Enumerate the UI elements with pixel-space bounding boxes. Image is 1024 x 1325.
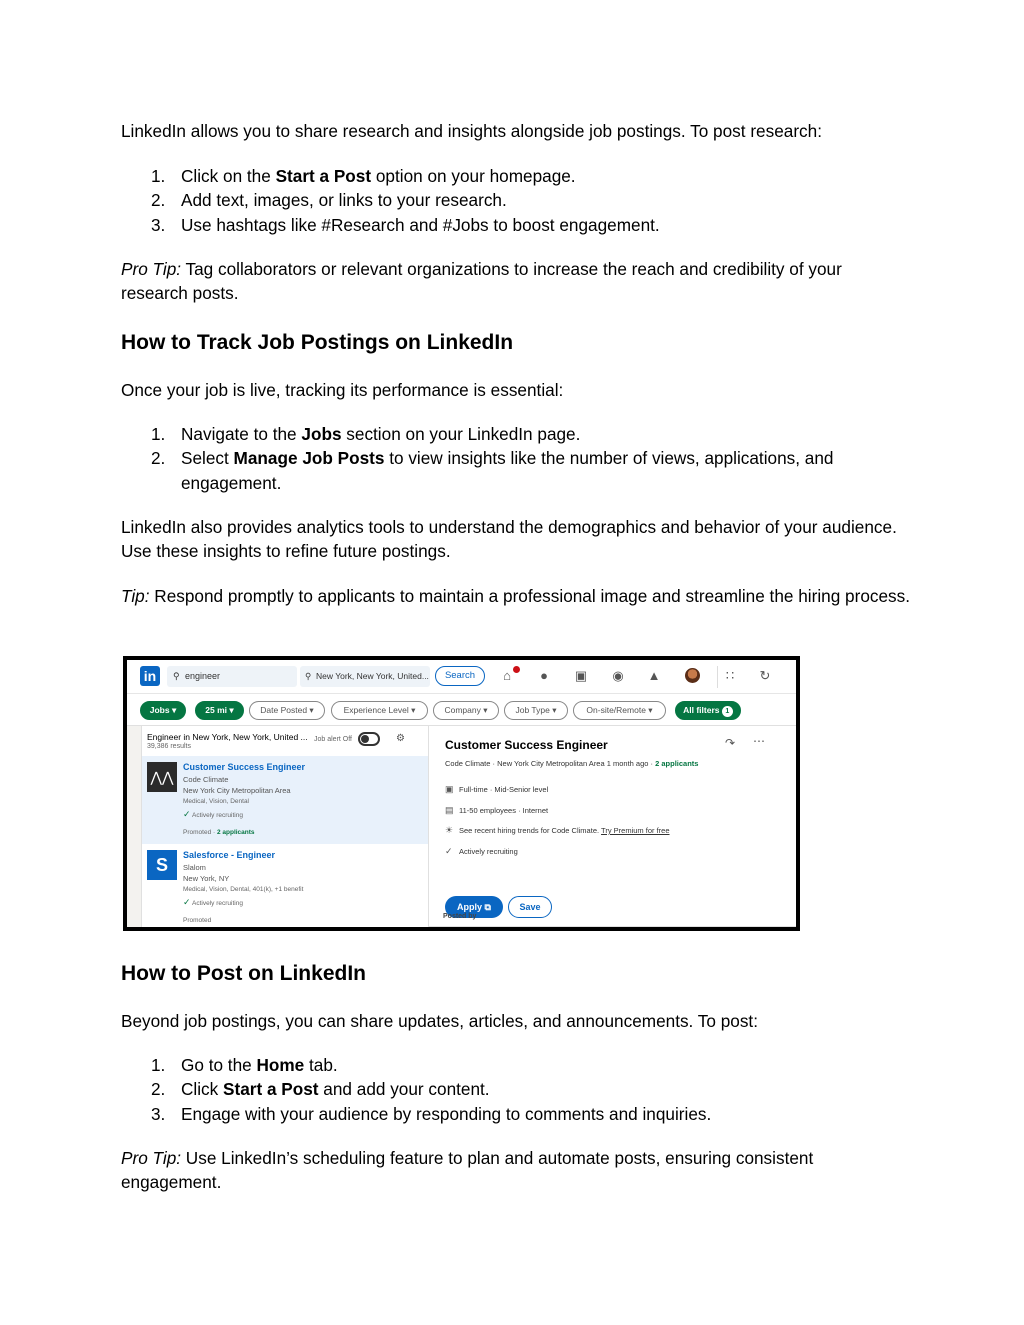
notification-badge (513, 666, 520, 673)
list-bold: Start a Post (275, 166, 372, 186)
list-bold: Jobs (301, 424, 342, 444)
list-number: 3. (151, 1103, 166, 1124)
list-text: to view insights like the number of views, applications, and engagement. (181, 448, 834, 493)
list-bold: Start a Post (223, 1079, 319, 1100)
search-icon: ⚲ (173, 671, 180, 681)
list-text: Select (181, 448, 234, 469)
job-results-pane (141, 726, 429, 931)
job-promoted: Promoted (183, 917, 212, 924)
job-alert-label: Job alert Off (314, 736, 353, 743)
list-number: 1. (151, 424, 166, 444)
filter-distance[interactable]: 25 mi ▾ (195, 701, 244, 720)
detail-divider (429, 926, 796, 927)
list-text: Add text, images, or links to your research. (181, 190, 507, 211)
job-title[interactable]: Customer Success Engineer (183, 762, 306, 772)
detail-hiring-trends: ☀ See recent hiring trends for Code Climate. Try Premium for free (445, 825, 670, 835)
building-icon: ▤ (445, 805, 454, 815)
recruiting-icon: ✓ (445, 846, 453, 856)
list-text: option on your homepage. (371, 166, 576, 186)
list-item (121, 188, 911, 212)
share-icon[interactable]: ↷ (725, 736, 736, 750)
list-text: section on your LinkedIn page. (341, 424, 581, 444)
page-gutter (796, 726, 800, 931)
linkedin-logo[interactable]: in (140, 666, 160, 686)
search-button[interactable]: Search (435, 666, 485, 686)
code-climate-logo: ⋀⋀ (147, 762, 177, 792)
list-text: Click (181, 1079, 224, 1100)
job-card[interactable] (142, 844, 428, 931)
premium-icon[interactable]: ↻ (759, 668, 771, 683)
list-item (121, 422, 911, 446)
list-text: and add your content. (318, 1079, 490, 1100)
filter-date-posted[interactable]: Date Posted ▾ (249, 701, 325, 720)
list-item (121, 446, 911, 495)
linkedin-jobs-screenshot (123, 656, 800, 931)
filter-company[interactable]: Company ▾ (433, 701, 499, 720)
list-number: 2. (151, 190, 166, 211)
section-heading-track: How to Track Job Postings on LinkedIn (121, 331, 514, 354)
filter-count-badge: 1 (722, 706, 733, 717)
search-value: engineer (185, 671, 221, 681)
pro-tip-paragraph (121, 1146, 911, 1195)
detail-meta: Code Climate · New York City Metropolitan Area 1 month ago · 2 applicants (445, 759, 699, 768)
location-input[interactable] (300, 666, 430, 687)
recruiting-icon: ✓ (183, 897, 191, 907)
detail-status: ✓ Actively recruiting (445, 846, 518, 856)
list-number: 2. (151, 448, 166, 469)
list-text: Navigate to the (181, 424, 302, 444)
nav-divider (717, 666, 718, 688)
lightbulb-icon: ☀ (445, 825, 454, 835)
network-icon[interactable]: ● (540, 668, 548, 683)
job-status: ✓ Actively recruiting (183, 809, 243, 819)
list-text: Go to the (181, 1055, 257, 1075)
results-heading: Engineer in New York, New York, United ... (147, 732, 308, 742)
job-benefits: Medical, Vision, Dental (183, 798, 249, 805)
detail-job-type: ▣ Full-time · Mid-Senior level (445, 784, 549, 794)
pro-tip-label: Pro Tip: (121, 1148, 182, 1168)
research-steps-list (121, 164, 911, 237)
job-company: Slalom (183, 863, 206, 872)
list-bold: Home (256, 1055, 305, 1075)
list-number: 1. (151, 1055, 166, 1075)
apply-button[interactable]: Apply ⧉ (445, 896, 503, 918)
list-text: Click on the (181, 166, 276, 186)
gear-icon[interactable]: ⚙ (396, 733, 405, 744)
results-count: 39,386 results (147, 743, 191, 750)
list-number: 2. (151, 1079, 166, 1100)
grid-icon[interactable]: ∷ (725, 668, 735, 683)
filter-experience-level[interactable]: Experience Level ▾ (331, 701, 428, 720)
job-title[interactable]: Salesforce - Engineer (183, 850, 276, 860)
pro-tip-text: Tag collaborators or relevant organizations to increase the reach and credibility of your research posts. (121, 259, 842, 304)
briefcase-icon: ▣ (445, 784, 454, 794)
list-number: 3. (151, 214, 166, 235)
list-item (121, 1077, 911, 1101)
list-item (121, 1053, 911, 1077)
list-text: Engage with your audience by responding to comments and inquiries. (181, 1103, 712, 1124)
home-icon[interactable]: ⌂ (503, 668, 511, 683)
post-intro: Beyond job postings, you can share updates, articles, and announcements. To post: (121, 1011, 758, 1031)
detail-title: Customer Success Engineer (445, 738, 608, 752)
job-detail-pane (429, 726, 796, 931)
filter-job-type[interactable]: Job Type ▾ (504, 701, 568, 720)
location-pin-icon: ⚲ (305, 671, 312, 681)
tip-text: Respond promptly to applicants to maintain a professional image and streamline the hiring process. (149, 586, 910, 606)
search-input[interactable] (167, 666, 297, 687)
location-value: New York, New York, United... (316, 671, 429, 681)
post-steps-list (121, 1053, 911, 1126)
notifications-icon[interactable]: ▲ (647, 668, 661, 683)
job-location: New York, NY (183, 874, 230, 883)
filter-jobs[interactable]: Jobs ▾ (140, 701, 186, 720)
list-text: Use hashtags like #Research and #Jobs to boost engagement. (181, 214, 660, 235)
slalom-logo: S (147, 850, 177, 880)
list-number: 1. (151, 166, 166, 186)
all-filters-button[interactable]: All filters 1 (675, 701, 741, 720)
intro-paragraph: LinkedIn allows you to share research and insights alongside job postings. To post research: (121, 121, 822, 141)
pro-tip-text: Use LinkedIn’s scheduling feature to plan and automate posts, ensuring consistent engagement. (121, 1148, 814, 1193)
tip-paragraph (121, 584, 911, 608)
filter-bar (127, 694, 796, 726)
track-intro: Once your job is live, tracking its performance is essential: (121, 380, 564, 400)
section-heading-post: How to Post on LinkedIn (121, 962, 366, 985)
analytics-paragraph: LinkedIn also provides analytics tools to understand the demographics and behavior of your audience. Use these insights to refine future postings. (121, 517, 897, 562)
avatar[interactable] (685, 668, 700, 683)
list-item (121, 213, 911, 237)
pro-tip-label: Pro Tip: (121, 259, 182, 279)
jobs-icon[interactable]: ▣ (574, 668, 588, 683)
list-bold: Manage Job Posts (233, 448, 385, 469)
premium-link[interactable]: Try Premium for free (601, 826, 670, 835)
job-company: Code Climate (183, 775, 229, 784)
top-nav-bar (127, 660, 796, 694)
job-alert-toggle[interactable] (358, 732, 380, 746)
list-item (121, 164, 911, 188)
recruiting-icon: ✓ (183, 809, 191, 819)
job-location: New York City Metropolitan Area (183, 786, 291, 795)
job-card[interactable] (142, 756, 428, 844)
tip-label: Tip: (121, 586, 150, 606)
save-button[interactable]: Save (508, 896, 552, 918)
job-status: ✓ Actively recruiting (183, 897, 243, 907)
job-promoted: Promoted · 2 applicants (183, 829, 255, 836)
pro-tip-paragraph (121, 257, 911, 306)
job-benefits: Medical, Vision, Dental, 401(k), +1 benefit (183, 886, 304, 893)
messaging-icon[interactable]: ◉ (612, 668, 624, 683)
more-icon[interactable]: ⋯ (753, 734, 765, 748)
list-item (121, 1102, 911, 1126)
list-text: tab. (304, 1055, 338, 1075)
detail-company-size: ▤ 11-50 employees · Internet (445, 805, 549, 815)
filter-onsite-remote[interactable]: On-site/Remote ▾ (573, 701, 666, 720)
page-gutter (127, 726, 141, 931)
track-steps-list (121, 422, 911, 495)
posted-by-label: Posted by (443, 913, 477, 920)
